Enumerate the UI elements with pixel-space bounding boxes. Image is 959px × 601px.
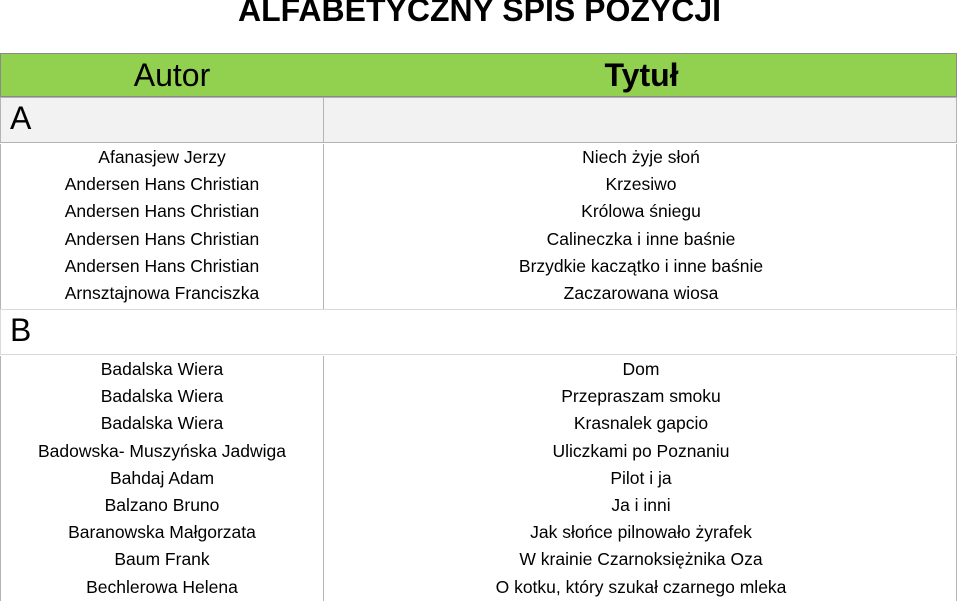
author-cell: Baranowska Małgorzata [68, 522, 256, 543]
table-row [1, 465, 956, 492]
table-row [1, 171, 956, 198]
section-letter: B [10, 312, 32, 348]
author-cell: Andersen Hans Christian [64, 174, 260, 195]
table-row [1, 383, 956, 410]
title-cell: Niech żyje słoń [582, 147, 700, 167]
title-cell: Calineczka i inne baśnie [546, 228, 736, 249]
table-row [1, 410, 956, 437]
title-cell: Przepraszam smoku [561, 386, 721, 407]
title-cell: Krasnalek gapcio [573, 413, 709, 434]
table-row [1, 574, 956, 601]
section-a [0, 144, 957, 309]
title-cell: Królowa śniegu [581, 201, 701, 222]
table-row [1, 144, 956, 171]
author-cell: Badowska- Muszyńska Jadwiga [37, 440, 287, 461]
author-cell: Afanasjew Jerzy [98, 147, 226, 167]
author-cell: Badalska Wiera [100, 359, 224, 379]
table-header [0, 53, 957, 97]
author-cell: Badalska Wiera [100, 386, 224, 407]
title-cell: W krainie Czarnoksiężnika Oza [519, 549, 763, 570]
author-cell: Andersen Hans Christian [64, 228, 260, 249]
section-letter-row-b [0, 309, 957, 355]
title-cell: Zaczarowana wiosa [563, 282, 719, 303]
table-row [1, 356, 956, 383]
section-letter-row-a [0, 97, 957, 143]
title-cell: Brzydkie kaczątko i inne baśnie [518, 255, 764, 276]
table-row [1, 253, 956, 280]
author-column-header: Autor [133, 56, 211, 93]
table-row [1, 519, 956, 546]
author-cell: Bahdaj Adam [109, 467, 215, 488]
column-divider [323, 98, 324, 142]
page-title: ALFABETYCZNY SPIS POZYCJI [237, 0, 722, 28]
title-cell: Jak słońce pilnowało żyrafek [530, 522, 752, 543]
title-cell: Dom [622, 359, 660, 379]
table-row [1, 198, 956, 225]
table-row [1, 226, 956, 253]
title-cell: Ja i inni [611, 494, 671, 515]
title-cell: Uliczkami po Poznaniu [552, 440, 730, 461]
table-row [1, 438, 956, 465]
author-cell: Bechlerowa Helena [86, 576, 238, 597]
author-cell: Balzano Bruno [104, 494, 220, 515]
author-cell: Andersen Hans Christian [64, 255, 260, 276]
title-cell: O kotku, który szukał czarnego mleka [495, 576, 787, 597]
author-cell: Baum Frank [114, 549, 210, 570]
author-cell: Andersen Hans Christian [64, 201, 260, 222]
author-cell: Badalska Wiera [100, 413, 224, 434]
author-cell: Arnsztajnowa Franciszka [64, 282, 260, 303]
title-column-header: Tytuł [604, 56, 679, 93]
title-cell: Krzesiwo [605, 174, 677, 195]
table-row [1, 546, 956, 573]
table-row [1, 492, 956, 519]
table-row [1, 280, 956, 307]
section-b [0, 356, 957, 601]
section-letter: A [10, 100, 32, 136]
title-cell: Pilot i ja [610, 467, 672, 488]
